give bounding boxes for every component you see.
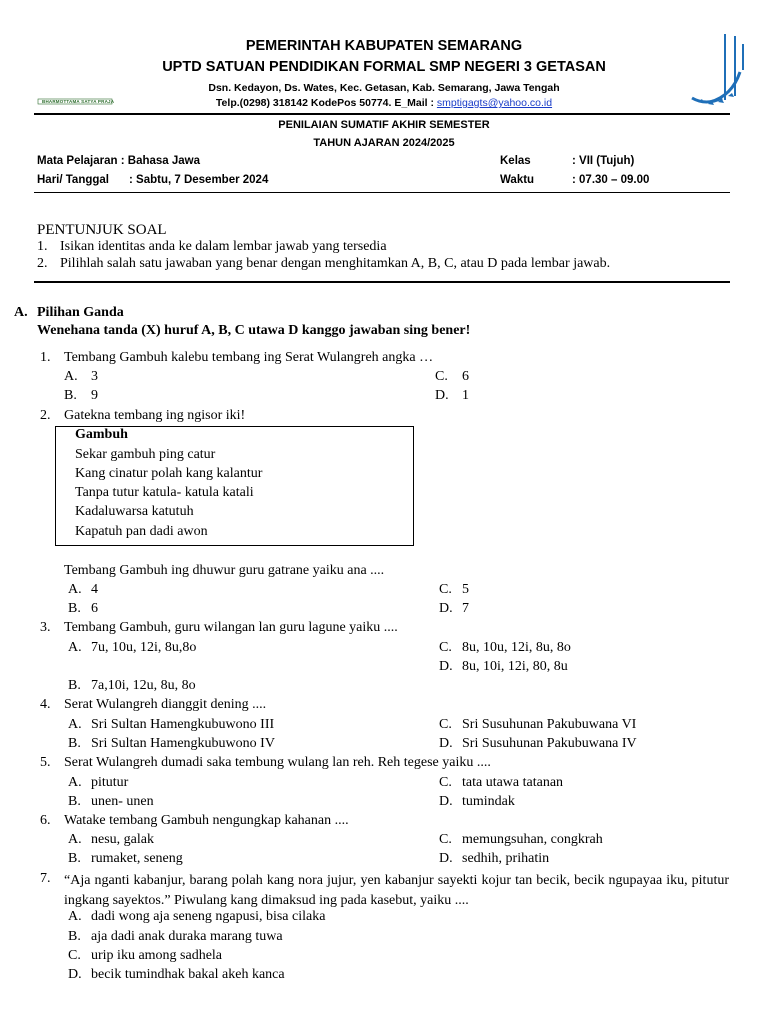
- q3-option-b[interactable]: 7a,10i, 12u, 8u, 8o: [91, 678, 196, 693]
- q7-option-a[interactable]: dadi wong aja seneng ngapusi, bisa cilaka: [91, 909, 326, 924]
- q3-option-c[interactable]: 8u, 10u, 12i, 8u, 8o: [462, 640, 571, 655]
- school-name: UPTD SATUAN PENDIDIKAN FORMAL SMP NEGERI 3 GETASAN: [162, 59, 606, 75]
- poem-line-3: Tanpa tutur katula- katula katali: [75, 485, 254, 500]
- poem-line-4: Kadaluwarsa katutuh: [75, 504, 194, 519]
- subject-info: Mata Pelajaran : Bahasa Jawa: [37, 155, 200, 167]
- q6-label-d: D.: [439, 851, 453, 866]
- exam-year: TAHUN AJARAN 2024/2025: [313, 137, 455, 149]
- instructions-heading: PENTUNJUK SOAL: [37, 222, 167, 238]
- poem-line-2: Kang cinatur polah kang kalantur: [75, 466, 263, 481]
- school-contact: [0, 97, 768, 109]
- q2-option-a[interactable]: 4: [91, 582, 98, 597]
- q6-option-c[interactable]: memungsuhan, congkrah: [462, 832, 603, 847]
- q5-option-c[interactable]: tata utawa tatanan: [462, 775, 564, 790]
- q5-option-d[interactable]: tumindak: [462, 794, 515, 809]
- q3-text: Tembang Gambuh, guru wilangan lan guru lagune yaiku ....: [64, 620, 398, 635]
- q2-stem: Tembang Gambuh ing dhuwur guru gatrane yaiku ana ....: [64, 563, 385, 578]
- q6-text: Watake tembang Gambuh nengungkap kahanan ....: [64, 813, 349, 828]
- q4-text: Serat Wulangreh dianggit dening ....: [64, 697, 267, 712]
- q1-text: Tembang Gambuh kalebu tembang ing Serat Wulangreh angka …: [64, 350, 434, 365]
- q7-option-c[interactable]: urip iku among sadhela: [91, 948, 223, 963]
- q6-option-b[interactable]: rumaket, seneng: [91, 851, 183, 866]
- info-rule: [34, 192, 730, 193]
- class-value: : VII (Tujuh): [572, 155, 635, 167]
- q2-option-c[interactable]: 5: [462, 582, 469, 597]
- class-label: Kelas: [500, 155, 531, 167]
- q1-label-c: C.: [435, 369, 448, 384]
- q2-text: Gatekna tembang ing ngisor iki!: [64, 408, 246, 423]
- q5-label-b: B.: [68, 794, 81, 809]
- time-value: : 07.30 – 09.00: [572, 174, 650, 186]
- section-letter: A.: [14, 305, 28, 320]
- instruction-number-1: 1.: [37, 239, 48, 254]
- q5-option-a[interactable]: pitutur: [91, 775, 129, 790]
- q1-option-b[interactable]: 9: [91, 388, 98, 403]
- section-title: Pilihan Ganda: [37, 305, 124, 320]
- q4-label-c: C.: [439, 717, 452, 732]
- q4-number: 4.: [40, 697, 51, 712]
- q6-label-b: B.: [68, 851, 81, 866]
- email-link[interactable]: smptigagts@yahoo.co.id: [436, 97, 553, 109]
- logo-motto: BHARMOTTAMA SATYA PRAJA: [42, 99, 115, 104]
- q1-number: 1.: [40, 350, 51, 365]
- q7-option-d[interactable]: becik tumindhak bakal akeh kanca: [91, 967, 285, 982]
- q3-label-d: D.: [439, 659, 453, 674]
- exam-title: PENILAIAN SUMATIF AKHIR SEMESTER: [278, 119, 490, 131]
- q1-option-c[interactable]: 6: [462, 369, 469, 384]
- date-label: Hari/ Tanggal: [37, 174, 109, 186]
- q5-label-c: C.: [439, 775, 452, 790]
- q4-option-a[interactable]: Sri Sultan Hamengkubuwono III: [91, 717, 275, 732]
- poem-title: Gambuh: [75, 427, 128, 442]
- q1-label-d: D.: [435, 388, 449, 403]
- instruction-text-2: Pilihlah salah satu jawaban yang benar dengan menghitamkan A, B, C, atau D pada lembar jawab.: [60, 256, 611, 271]
- q4-option-d[interactable]: Sri Susuhunan Pakubuwana IV: [462, 736, 637, 751]
- q3-option-d[interactable]: 8u, 10i, 12i, 80, 8u: [462, 659, 568, 674]
- section-instruction: Wenehana tanda (X) huruf A, B, C utawa D kanggo jawaban sing bener!: [37, 323, 471, 338]
- q4-label-d: D.: [439, 736, 453, 751]
- q5-label-a: A.: [68, 775, 82, 790]
- instructions-rule: [34, 281, 730, 283]
- q1-option-a[interactable]: 3: [91, 369, 98, 384]
- q3-label-a: A.: [68, 640, 82, 655]
- q6-number: 6.: [40, 813, 51, 828]
- q2-number: 2.: [40, 408, 51, 423]
- q7-label-d: D.: [68, 967, 82, 982]
- q4-option-b[interactable]: Sri Sultan Hamengkubuwono IV: [91, 736, 275, 751]
- q6-label-a: A.: [68, 832, 82, 847]
- q6-option-a[interactable]: nesu, galak: [91, 832, 154, 847]
- instruction-text-1: Isikan identitas anda ke dalam lembar jawab yang tersedia: [60, 239, 387, 254]
- q2-label-c: C.: [439, 582, 452, 597]
- q7-label-c: C.: [68, 948, 81, 963]
- q2-option-b[interactable]: 6: [91, 601, 98, 616]
- q7-option-b[interactable]: aja dadi anak duraka marang tuwa: [91, 929, 283, 944]
- poem-line-1: Sekar gambuh ping catur: [75, 447, 216, 462]
- q4-label-b: B.: [68, 736, 81, 751]
- contact-text: Telp.(0298) 318142 KodePos 50774. E_Mail :: [215, 97, 437, 109]
- q2-label-a: A.: [68, 582, 82, 597]
- q4-label-a: A.: [68, 717, 82, 732]
- poem-line-5: Kapatuh pan dadi awon: [75, 524, 208, 539]
- q7-label-b: B.: [68, 929, 81, 944]
- q1-option-d[interactable]: 1: [462, 388, 469, 403]
- q1-label-b: B.: [64, 388, 77, 403]
- date-value: : Sabtu, 7 Desember 2024: [129, 174, 269, 186]
- q2-label-b: B.: [68, 601, 81, 616]
- school-address: Dsn. Kedayon, Ds. Wates, Kec. Getasan, Kab. Semarang, Jawa Tengah: [208, 82, 560, 94]
- time-label: Waktu: [500, 174, 535, 186]
- q7-number: 7.: [40, 871, 51, 886]
- q6-option-d[interactable]: sedhih, prihatin: [462, 851, 550, 866]
- q3-label-c: C.: [439, 640, 452, 655]
- gov-name: PEMERINTAH KABUPATEN SEMARANG: [245, 38, 523, 54]
- q7-label-a: A.: [68, 909, 82, 924]
- q2-option-d[interactable]: 7: [462, 601, 469, 616]
- q5-text: Serat Wulangreh dumadi saka tembung wulang lan reh. Reh tegese yaiku ....: [64, 755, 491, 770]
- q2-label-d: D.: [439, 601, 453, 616]
- q3-label-b: B.: [68, 678, 81, 693]
- q5-number: 5.: [40, 755, 51, 770]
- q5-label-d: D.: [439, 794, 453, 809]
- instruction-number-2: 2.: [37, 256, 48, 271]
- q5-option-b[interactable]: unen- unen: [91, 794, 154, 809]
- q6-label-c: C.: [439, 832, 452, 847]
- q3-number: 3.: [40, 620, 51, 635]
- letterhead-rule: [34, 113, 730, 115]
- q7-text: “Aja nganti kabanjur, barang polah kang nora jujur, yen kabanjur sayekti kojur tan becik, becik ngupayaa iku, pitutur ingkang sayektos.” Piwulang kang dimaksud ing pada kasebut, yaiku ....: [64, 873, 729, 908]
- q1-label-a: A.: [64, 369, 78, 384]
- q4-option-c[interactable]: Sri Susuhunan Pakubuwana VI: [462, 717, 637, 732]
- q3-option-a[interactable]: 7u, 10u, 12i, 8u,8o: [91, 640, 197, 655]
